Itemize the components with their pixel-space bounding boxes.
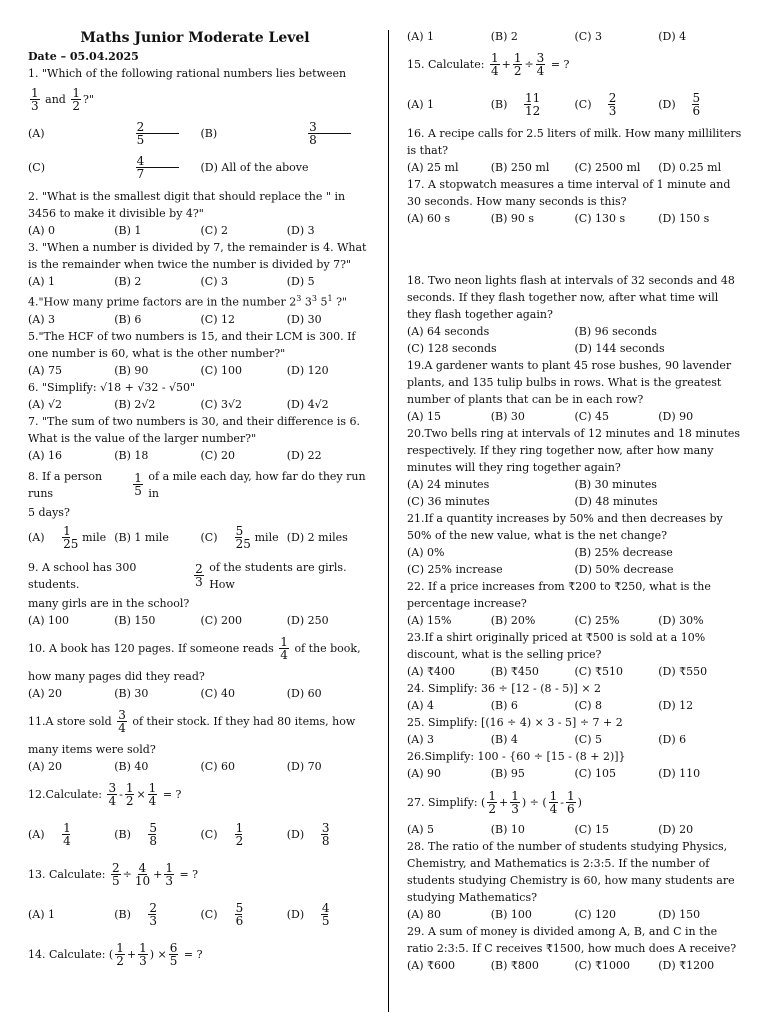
question-22	[407, 578, 742, 629]
question-4	[28, 290, 373, 328]
option-row	[28, 311, 373, 328]
question-6	[28, 379, 373, 413]
option-row	[407, 210, 742, 227]
option-c[interactable]: (C) 5	[574, 733, 602, 746]
option-b[interactable]: (B) $\frac{11}{12}$	[490, 90, 541, 118]
option-a[interactable]: (A) 24 minutes	[407, 478, 490, 491]
question-text: 8. If a person runs $\frac{1}{5}$ of a mile each day, how far do they run in	[28, 469, 366, 500]
option-a[interactable]: (A) 0%	[407, 546, 445, 559]
fraction: $\frac{1}{2}$	[72, 85, 80, 113]
question-21	[407, 510, 742, 578]
option-b[interactable]: (B) 40	[114, 759, 149, 773]
question-24	[407, 680, 742, 714]
option-a[interactable]: (A) 20	[28, 759, 63, 773]
option-c[interactable]: (C) 128 seconds	[407, 342, 497, 355]
option-c[interactable]: (C) ₹1000	[574, 959, 630, 972]
question-text: 4."How many prime factors are in the number $2^3$ $3^3$ $5^1$ ?"	[28, 294, 348, 309]
question-15	[407, 47, 742, 121]
question-25	[407, 714, 742, 748]
option-c[interactable]: (C) 25%	[574, 614, 620, 627]
question-17	[407, 176, 742, 227]
option-row	[28, 818, 373, 852]
column-divider	[388, 30, 389, 1012]
option-b[interactable]: (B) 2	[490, 30, 518, 43]
option-a[interactable]: (A) 15%	[407, 614, 452, 627]
option-d[interactable]: (D) 250	[286, 613, 329, 627]
question-text: 25. Simplify: [(16 ÷ 4) × 3 - 5] ÷ 7 + 2	[407, 716, 623, 729]
option-d[interactable]: (D) 30	[286, 312, 322, 326]
option-b[interactable]: (B) 150	[114, 613, 156, 627]
option-row	[28, 396, 373, 413]
option-a[interactable]: (A) 25 ml	[407, 161, 459, 174]
option-c[interactable]: (C) 36 minutes	[407, 495, 490, 508]
option-d[interactable]: (D) 150	[658, 908, 701, 921]
option-a[interactable]: (A) ₹400	[407, 665, 456, 678]
question-18	[407, 272, 742, 357]
option-d[interactable]: (D) 150 s	[658, 212, 710, 225]
option-b[interactable]: (B) ₹800	[490, 959, 539, 972]
question-16	[407, 125, 742, 176]
option-b[interactable]: (B) 30	[490, 410, 525, 423]
question-29	[407, 923, 742, 974]
option-d[interactable]: (D) 110	[658, 767, 701, 780]
option-b[interactable]: (B) ₹450	[490, 665, 539, 678]
option-b[interactable]: (B) $\frac{5}{8}$	[114, 821, 158, 849]
question-2	[28, 188, 373, 239]
question-20	[407, 425, 742, 510]
option-a[interactable]: (A) $\frac{1}{25}$ mile	[28, 524, 107, 552]
option-c[interactable]: (C) 40	[200, 686, 235, 700]
option-d[interactable]: (D) 20	[658, 823, 694, 836]
option-c[interactable]: (C) 12	[200, 312, 235, 326]
option-b[interactable]: (B) 2√2	[114, 397, 156, 411]
option-row	[407, 957, 742, 974]
option-b[interactable]: (B) 96 seconds	[574, 325, 657, 338]
option-c[interactable]: (C) 3	[200, 275, 228, 288]
option-a[interactable]: (A) 1	[28, 275, 56, 288]
option-row	[28, 116, 373, 150]
option-b[interactable]: (B) 250 ml	[490, 161, 550, 174]
option-row	[407, 340, 742, 357]
question-text: 24. Simplify: 36 ÷ [12 - (8 - 5)] × 2	[407, 682, 602, 695]
option-b[interactable]: (B) 1 mile	[114, 531, 169, 545]
option-d[interactable]: (D) 120	[286, 363, 329, 377]
option-a[interactable]: (A) 20	[28, 686, 63, 700]
option-a[interactable]: (A) 3	[28, 312, 56, 326]
question-26	[407, 748, 742, 782]
option-b[interactable]: (B) 30	[114, 686, 149, 700]
question-9: 9. A school has 300 students. $\frac{2}{3}$ of the students are girls. How many girls are in the school? (A) 100 (B) 150 (C) 200 (D) 250	[28, 559, 373, 629]
option-row	[407, 87, 742, 121]
option-a[interactable]: (A) $\frac{2}{5}$	[28, 116, 201, 150]
question-text: 17. A stopwatch measures a time interval of 1 minute and 30 seconds. How many seconds is this?	[407, 178, 731, 208]
option-row	[28, 612, 373, 629]
question-text: 15. Calculate: $\frac{1}{4}$ + $\frac{1}{2}$ ÷ $\frac{3}{4}$ = ?	[407, 50, 570, 78]
option-row	[407, 731, 742, 748]
option-row	[407, 906, 742, 923]
option-a[interactable]: (A) 1	[28, 908, 56, 922]
option-d[interactable]: (D) 90	[658, 410, 694, 423]
option-d[interactable]: (D) 0.25 ml	[658, 161, 722, 174]
option-d[interactable]: (D) ₹1200	[658, 959, 715, 972]
question-7	[28, 413, 373, 464]
option-d[interactable]: (D) 60	[286, 686, 322, 700]
option-b[interactable]: (B) 10	[490, 823, 525, 836]
option-d[interactable]: (D) 144 seconds	[574, 342, 665, 355]
option-a[interactable]: (A) ₹600	[407, 959, 456, 972]
option-a[interactable]: (A) 5	[407, 823, 435, 836]
question-27	[407, 785, 742, 838]
question-10: 10. A book has 120 pages. If someone reads $\frac{1}{4}$ of the book, how many pages did they read? (A) 20 (B) 30 (C) 40 (D) 60	[28, 632, 373, 702]
option-c[interactable]: (C) $\frac{5}{25}$ mile	[200, 524, 279, 552]
question-text: 22. If a price increases from ₹200 to ₹250, what is the percentage increase?	[407, 580, 711, 610]
option-row	[407, 561, 742, 578]
option-c[interactable]: (C) 3	[574, 30, 602, 43]
option-c[interactable]: (C) 100	[200, 363, 242, 377]
option-c[interactable]: (C) 8	[574, 699, 602, 712]
option-row	[28, 447, 373, 464]
question-23	[407, 629, 742, 680]
option-row	[407, 663, 742, 680]
option-d[interactable]: (D) 6	[658, 733, 687, 746]
question-12	[28, 778, 373, 852]
option-row	[407, 493, 742, 510]
blank-space	[407, 227, 742, 272]
option-a[interactable]: (A) 1	[407, 30, 435, 43]
option-c[interactable]: (C) 60	[200, 759, 235, 773]
question-text: 28. The ratio of the number of students studying Physics, Chemistry, and Mathematics is 2:3:5. If the number of students studying Chemistry is 60, how many students are studying Mathematics?	[407, 840, 735, 904]
option-c[interactable]: (C) 20	[200, 448, 235, 462]
question-text: 29. A sum of money is divided among A, B, and C in the ratio 2:3:5. If C receives ₹1500, how much does A receive?	[407, 925, 737, 955]
option-c[interactable]: (C) ₹510	[574, 665, 623, 678]
option-b[interactable]: (B) 25% decrease	[574, 546, 673, 559]
option-row	[28, 222, 373, 239]
option-a[interactable]: (A) 16	[28, 448, 63, 462]
option-row	[28, 273, 373, 290]
option-a[interactable]: (A) 0	[28, 224, 56, 237]
option-c[interactable]: (C) $\frac{1}{2}$	[200, 821, 244, 849]
option-row	[28, 150, 373, 184]
option-c[interactable]: (C) 3√2	[200, 397, 243, 411]
option-b[interactable]: (B) 90 s	[490, 212, 535, 225]
option-c[interactable]: (C) 15	[574, 823, 609, 836]
option-a[interactable]: (A) 64 seconds	[407, 325, 490, 338]
option-row	[407, 765, 742, 782]
option-row	[407, 159, 742, 176]
question-13	[28, 858, 373, 932]
option-b[interactable]: (B) 6	[114, 312, 142, 326]
option-a[interactable]: (A) √2	[28, 397, 63, 411]
option-d[interactable]: (D) 48 minutes	[574, 495, 658, 508]
question-text: 2. "What is the smallest digit that should replace the " in 3456 to make it divisible by 4?"	[28, 190, 346, 220]
right-column	[407, 28, 742, 974]
option-d[interactable]: (D) $\frac{5}{6}$	[658, 90, 701, 118]
option-b[interactable]: (B) 30 minutes	[574, 478, 657, 491]
option-b[interactable]: (B) 4	[490, 733, 518, 746]
question-text: 23.If a shirt originally priced at ₹500 is sold at a 10% discount, what is the selling price?	[407, 631, 706, 661]
question-text: 19.A gardener wants to plant 45 rose bushes, 90 lavender plants, and 135 tulip bulbs in rows. What is the greatest number of plants that can be in each row?	[407, 359, 732, 406]
question-14	[28, 938, 373, 972]
question-text: 21.If a quantity increases by 50% and then decreases by 50% of the new value, what is the net change?	[407, 512, 723, 542]
option-row	[28, 521, 373, 555]
option-b[interactable]: (B) 2	[114, 275, 142, 288]
question-11: 11.A store sold $\frac{3}{4}$ of their stock. If they had 80 items, how many items were sold? (A) 20 (B) 40 (C) 60 (D) 70	[28, 705, 373, 775]
option-c[interactable]: (C) 200	[200, 613, 242, 627]
option-b[interactable]: (B) $\frac{2}{3}$	[114, 901, 158, 929]
option-row	[407, 408, 742, 425]
question-text: 3. "When a number is divided by 7, the remainder is 4. What is the remainder when twice the number is divided by 7?"	[28, 241, 367, 271]
option-c[interactable]: (C) $\frac{5}{6}$	[200, 901, 244, 929]
page-title: Maths Junior Moderate Level	[80, 30, 310, 46]
option-d[interactable]: (D) ₹550	[658, 665, 708, 678]
option-c[interactable]: (C) 25% increase	[407, 563, 503, 576]
question-text: 9. A school has 300 students. $\frac{2}{3}$ of the students are girls. How	[28, 560, 347, 591]
option-c[interactable]: (C) $\frac{4}{7}$	[28, 150, 201, 184]
option-row	[407, 323, 742, 340]
option-a[interactable]: (A) 80	[407, 908, 442, 921]
option-row	[28, 758, 373, 775]
option-a[interactable]: (A) 100	[28, 613, 70, 627]
option-row	[407, 612, 742, 629]
question-text: 1. "Which of the following rational numbers lies between	[28, 67, 347, 80]
option-a[interactable]: (A) 60 s	[407, 212, 451, 225]
option-b[interactable]: (B) 95	[490, 767, 525, 780]
option-c[interactable]: (C) 130 s	[574, 212, 626, 225]
option-row	[28, 898, 373, 932]
question-text: 6. "Simplify: √18 + √32 - √50"	[28, 380, 196, 394]
question-text: 10. A book has 120 pages. If someone reads $\frac{1}{4}$ of the book,	[28, 635, 361, 663]
option-d[interactable]: (D) 70	[286, 759, 322, 773]
option-row	[407, 544, 742, 561]
question-3	[28, 239, 373, 290]
option-a[interactable]: (A) $\frac{1}{4}$	[28, 821, 71, 849]
option-a[interactable]: (A) 75	[28, 363, 63, 377]
option-d[interactable]: (D) 22	[286, 448, 322, 462]
option-d[interactable]: (D) 30%	[658, 614, 704, 627]
option-row	[407, 697, 742, 714]
question-8: 8. If a person runs $\frac{1}{5}$ of a mile each day, how far do they run in 5 days? (A) $\frac{1}{25}$ mile (B) 1 mile (C) $\frac{5}{25}$ mile (D) 2 miles	[28, 468, 373, 555]
option-d[interactable]: (D) 12	[658, 699, 694, 712]
option-c[interactable]: (C) 2	[200, 224, 228, 237]
question-text: 11.A store sold $\frac{3}{4}$ of their stock. If they had 80 items, how	[28, 708, 356, 736]
left-column	[28, 48, 373, 972]
question-5	[28, 328, 373, 379]
question-28	[407, 838, 742, 923]
question-text: 27. Simplify: ( $\frac{1}{2}$ + $\frac{1}{3}$ ) ÷ ( $\frac{1}{4}$ - $\frac{1}{6}$ )	[407, 788, 582, 816]
option-row	[28, 685, 373, 702]
option-d[interactable]: (D) All of the above	[200, 160, 309, 174]
option-d[interactable]: (D) 50% decrease	[574, 563, 674, 576]
option-row	[407, 476, 742, 493]
question-text: 20.Two bells ring at intervals of 12 minutes and 18 minutes respectively. If they ring together now, after how many minutes will they ring together again?	[407, 427, 741, 474]
option-row	[28, 362, 373, 379]
question-text: 18. Two neon lights flash at intervals of 32 seconds and 48 seconds. If they flash together now, after what time will they flash together again?	[407, 274, 735, 321]
option-d[interactable]: (D) 4	[658, 30, 687, 43]
question-text: 26.Simplify: 100 - {60 ÷ [15 - (8 + 2)]}	[407, 750, 626, 763]
q14-option-row	[407, 28, 742, 45]
option-a[interactable]: (A) 4	[407, 699, 435, 712]
option-b[interactable]: (B) 18	[114, 448, 149, 462]
option-row	[407, 821, 742, 838]
option-d[interactable]: (D) 4√2	[286, 397, 329, 411]
option-b[interactable]: (B) 1	[114, 224, 142, 237]
option-d[interactable]: (D) 3	[286, 224, 315, 237]
question-text: 5."The HCF of two numbers is 15, and their LCM is 300. If one number is 60, what is the other number?"	[28, 329, 356, 360]
option-c[interactable]: (C) 2500 ml	[574, 161, 641, 174]
option-a[interactable]: (A) 15	[407, 410, 442, 423]
option-c[interactable]: (C) 105	[574, 767, 616, 780]
option-c[interactable]: (C) $\frac{2}{3}$	[574, 90, 617, 118]
question-19	[407, 357, 742, 425]
question-text: 13. Calculate: $\frac{2}{5}$ ÷ $\frac{4}{10}$ + $\frac{1}{3}$ = ?	[28, 861, 199, 889]
question-text: 7. "The sum of two numbers is 30, and their difference is 6. What is the value of the larger number?"	[28, 414, 361, 445]
option-a[interactable]: (A) 3	[407, 733, 435, 746]
question-text: 12.Calculate: $\frac{3}{4}$ - $\frac{1}{2}$ × $\frac{1}{4}$ = ?	[28, 781, 182, 809]
option-c[interactable]: (C) 45	[574, 410, 609, 423]
question-1: 1. "Which of the following rational numbers lies between $\frac{1}{3}$ and $\frac{1}{2}$ ?" (A) $\frac{2}{5}$ (B) $\frac{3}{8}$ (C) $\frac{4}{7}$ (D) All of the above	[28, 65, 373, 184]
question-text: 16. A recipe calls for 2.5 liters of milk. How many milliliters is that?	[407, 127, 742, 157]
question-text: 14. Calculate: ( $\frac{1}{2}$ + $\frac{1}{3}$ ) × $\frac{6}{5}$ = ?	[28, 941, 203, 969]
option-b[interactable]: (B) 20%	[490, 614, 536, 627]
date-label: Date – 05.04.2025	[28, 50, 139, 63]
option-a[interactable]: (A) 90	[407, 767, 442, 780]
option-d[interactable]: (D) 2 miles	[286, 531, 348, 545]
option-d[interactable]: (D) $\frac{3}{8}$	[286, 821, 330, 849]
option-d[interactable]: (D) $\frac{4}{5}$	[286, 901, 330, 929]
option-c[interactable]: (C) 120	[574, 908, 616, 921]
option-a[interactable]: (A) 1	[407, 97, 435, 111]
option-b[interactable]: (B) 6	[490, 699, 518, 712]
option-b[interactable]: (B) 100	[490, 908, 532, 921]
option-d[interactable]: (D) 5	[286, 275, 315, 288]
fraction: $\frac{1}{3}$	[31, 85, 39, 113]
option-b[interactable]: (B) 90	[114, 363, 149, 377]
option-b[interactable]: (B) $\frac{3}{8}$	[201, 116, 374, 150]
